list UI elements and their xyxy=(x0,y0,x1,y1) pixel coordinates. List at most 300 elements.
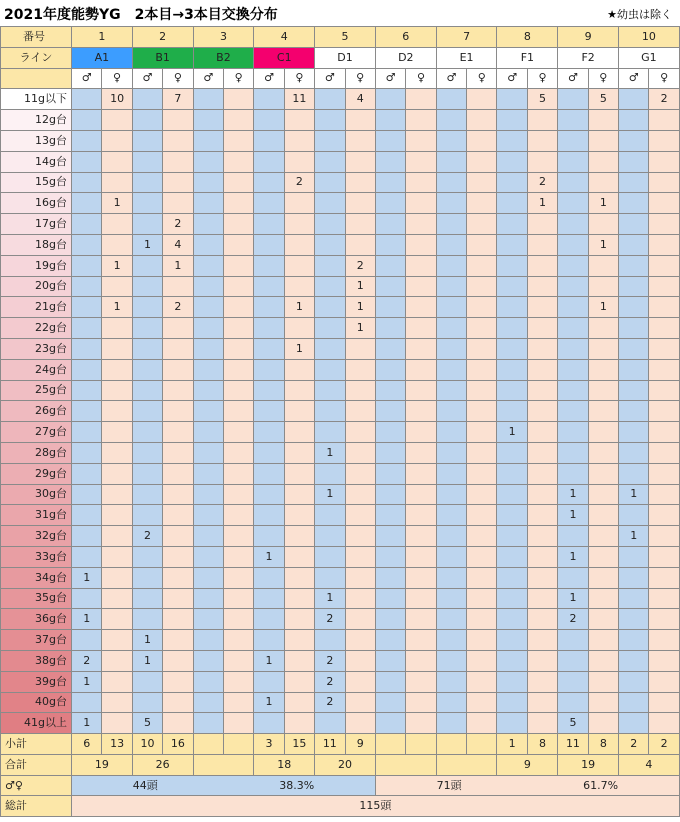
female-count-cell xyxy=(467,89,497,110)
female-count-cell xyxy=(345,193,375,214)
weight-label: 21g台 xyxy=(1,297,72,318)
male-count-cell xyxy=(375,401,405,422)
female-count-cell xyxy=(223,276,253,297)
male-count-cell xyxy=(132,318,162,339)
female-count-cell xyxy=(649,380,679,401)
female-count-cell xyxy=(223,110,253,131)
weight-label: 24g台 xyxy=(1,359,72,380)
female-count-cell xyxy=(649,234,679,255)
male-count-cell xyxy=(254,214,284,235)
male-count-cell xyxy=(193,401,223,422)
male-symbol: ♂ xyxy=(254,68,284,89)
female-count-cell xyxy=(223,172,253,193)
female-count-cell xyxy=(223,422,253,443)
male-count-cell xyxy=(497,546,527,567)
male-count-cell xyxy=(72,588,102,609)
male-count-cell xyxy=(375,89,405,110)
female-count-cell xyxy=(223,546,253,567)
subtotal-cell xyxy=(467,734,497,755)
female-percent: 61.7% xyxy=(583,778,619,792)
female-count-cell xyxy=(588,151,618,172)
female-count-cell xyxy=(527,276,557,297)
female-count-cell xyxy=(345,172,375,193)
male-count-cell xyxy=(193,692,223,713)
subtotal-cell: 9 xyxy=(345,734,375,755)
female-count-cell xyxy=(588,505,618,526)
female-count-cell xyxy=(467,650,497,671)
female-count-cell xyxy=(649,442,679,463)
male-count-cell xyxy=(254,484,284,505)
weight-label: 37g台 xyxy=(1,630,72,651)
weight-row xyxy=(1,650,680,671)
female-count-cell xyxy=(406,463,436,484)
male-count-cell xyxy=(315,380,345,401)
male-count-cell xyxy=(619,193,649,214)
male-count-cell xyxy=(497,110,527,131)
female-count-cell xyxy=(527,214,557,235)
female-count-cell xyxy=(284,422,314,443)
weight-row xyxy=(1,193,680,214)
female-count-cell xyxy=(649,338,679,359)
female-count-cell xyxy=(588,172,618,193)
female-count-cell xyxy=(406,609,436,630)
male-count-cell xyxy=(193,338,223,359)
male-count-cell xyxy=(436,546,466,567)
male-count-cell xyxy=(497,214,527,235)
weight-label: 16g台 xyxy=(1,193,72,214)
female-count-cell xyxy=(163,713,193,734)
female-count-cell xyxy=(102,442,132,463)
subtotal-cell xyxy=(406,734,436,755)
female-symbol: ♀ xyxy=(588,68,618,89)
male-count-cell xyxy=(254,671,284,692)
male-count-cell xyxy=(558,692,588,713)
male-count-cell xyxy=(436,89,466,110)
male-count-cell xyxy=(497,193,527,214)
male-count-cell: 1 xyxy=(72,713,102,734)
male-count-cell xyxy=(72,318,102,339)
male-count-cell xyxy=(619,463,649,484)
female-count-cell xyxy=(223,609,253,630)
number-header-cell: 10 xyxy=(619,27,680,48)
line-header-row xyxy=(1,47,680,68)
male-count-cell xyxy=(315,234,345,255)
female-count-cell xyxy=(406,484,436,505)
male-count-cell xyxy=(375,234,405,255)
male-count-cell xyxy=(375,567,405,588)
male-count-cell xyxy=(132,380,162,401)
male-count-cell xyxy=(436,359,466,380)
male-count-cell xyxy=(436,609,466,630)
female-count-cell xyxy=(467,567,497,588)
female-count-cell xyxy=(163,110,193,131)
male-count-cell xyxy=(375,380,405,401)
male-count-cell: 1 xyxy=(254,692,284,713)
weight-row xyxy=(1,609,680,630)
female-count-cell xyxy=(649,318,679,339)
female-count-cell xyxy=(223,214,253,235)
male-count-cell xyxy=(375,338,405,359)
male-count-cell: 1 xyxy=(72,567,102,588)
female-count-cell xyxy=(102,630,132,651)
male-count-cell xyxy=(558,172,588,193)
male-count-cell xyxy=(497,234,527,255)
female-count-cell xyxy=(345,422,375,443)
male-count-cell xyxy=(497,359,527,380)
number-header-cell: 2 xyxy=(132,27,193,48)
weight-row xyxy=(1,338,680,359)
male-count-cell xyxy=(558,526,588,547)
weight-label: 14g台 xyxy=(1,151,72,172)
female-count-cell xyxy=(467,588,497,609)
weight-label: 41g以上 xyxy=(1,713,72,734)
female-count-cell xyxy=(284,630,314,651)
male-count-cell: 1 xyxy=(132,650,162,671)
male-count-cell xyxy=(132,463,162,484)
male-count-cell xyxy=(72,255,102,276)
female-count-cell xyxy=(527,484,557,505)
female-count-cell xyxy=(345,692,375,713)
female-count-cell xyxy=(345,567,375,588)
female-count-cell xyxy=(649,255,679,276)
female-symbol: ♀ xyxy=(406,68,436,89)
male-count-cell xyxy=(375,193,405,214)
male-count-cell xyxy=(497,338,527,359)
female-count-cell xyxy=(345,484,375,505)
weight-row xyxy=(1,130,680,151)
male-count-cell xyxy=(497,650,527,671)
weight-row xyxy=(1,588,680,609)
male-count-cell xyxy=(375,255,405,276)
female-count-cell xyxy=(406,567,436,588)
female-count-cell xyxy=(527,526,557,547)
female-count-cell xyxy=(102,505,132,526)
female-count-cell xyxy=(649,567,679,588)
female-count-cell: 1 xyxy=(102,297,132,318)
male-count-cell xyxy=(619,234,649,255)
male-count-cell xyxy=(497,484,527,505)
weight-row xyxy=(1,546,680,567)
male-count-cell xyxy=(72,526,102,547)
female-count-cell xyxy=(649,546,679,567)
female-count-cell xyxy=(102,567,132,588)
sex-header-row xyxy=(1,68,680,89)
female-count-cell xyxy=(467,609,497,630)
female-count-cell xyxy=(467,505,497,526)
distribution-table xyxy=(0,26,680,817)
female-count-cell xyxy=(163,630,193,651)
male-count-cell xyxy=(132,193,162,214)
male-count-cell xyxy=(619,318,649,339)
line-header-cell: F1 xyxy=(497,47,558,68)
female-count-cell: 1 xyxy=(345,318,375,339)
female-count-cell xyxy=(406,130,436,151)
male-count-cell xyxy=(315,151,345,172)
female-count-cell xyxy=(588,671,618,692)
female-count-cell xyxy=(406,505,436,526)
female-ratio-cell xyxy=(375,775,679,796)
female-count-cell: 7 xyxy=(163,89,193,110)
male-count-cell xyxy=(132,609,162,630)
female-count-cell xyxy=(163,380,193,401)
male-count-cell xyxy=(193,276,223,297)
male-count-cell xyxy=(254,297,284,318)
female-count-cell xyxy=(527,380,557,401)
male-count-cell xyxy=(72,193,102,214)
male-count-cell xyxy=(193,172,223,193)
female-count-cell xyxy=(102,380,132,401)
female-symbol: ♀ xyxy=(649,68,679,89)
female-count-cell xyxy=(588,359,618,380)
female-count-cell xyxy=(588,338,618,359)
female-count-cell xyxy=(527,422,557,443)
male-count-cell xyxy=(375,463,405,484)
male-count-cell: 1 xyxy=(72,609,102,630)
male-count-cell xyxy=(558,422,588,443)
male-count-cell xyxy=(619,505,649,526)
female-count-cell xyxy=(527,588,557,609)
female-count-cell xyxy=(467,255,497,276)
male-count-cell xyxy=(72,297,102,318)
male-count: 44頭 xyxy=(132,778,158,792)
weight-row xyxy=(1,255,680,276)
male-count-cell xyxy=(193,214,223,235)
male-count-cell xyxy=(619,588,649,609)
weight-row xyxy=(1,692,680,713)
male-count-cell xyxy=(72,130,102,151)
female-count-cell xyxy=(284,567,314,588)
female-count-cell: 1 xyxy=(345,276,375,297)
male-count-cell xyxy=(315,567,345,588)
female-count-cell xyxy=(527,671,557,692)
male-count-cell xyxy=(558,130,588,151)
female-count-cell xyxy=(102,713,132,734)
female-count-cell xyxy=(649,609,679,630)
female-count-cell xyxy=(467,234,497,255)
female-count-cell xyxy=(102,151,132,172)
male-count-cell xyxy=(315,172,345,193)
male-count-cell xyxy=(375,609,405,630)
female-count-cell xyxy=(588,422,618,443)
female-count-cell xyxy=(649,484,679,505)
line-header-cell: A1 xyxy=(72,47,133,68)
male-count-cell xyxy=(254,505,284,526)
male-count-cell: 1 xyxy=(497,422,527,443)
male-count-cell xyxy=(497,588,527,609)
female-count-cell xyxy=(102,276,132,297)
male-count-cell xyxy=(497,401,527,422)
male-count-cell xyxy=(193,526,223,547)
female-count-cell: 2 xyxy=(345,255,375,276)
male-count-cell xyxy=(619,151,649,172)
female-count-cell xyxy=(163,463,193,484)
male-count-cell xyxy=(72,380,102,401)
male-count-cell xyxy=(497,255,527,276)
male-count-cell: 2 xyxy=(315,692,345,713)
female-count-cell xyxy=(102,463,132,484)
male-count-cell xyxy=(375,442,405,463)
female-count-cell xyxy=(102,338,132,359)
male-count-cell xyxy=(619,567,649,588)
female-count-cell xyxy=(223,463,253,484)
female-count-cell xyxy=(284,505,314,526)
subtotal-cell xyxy=(436,734,466,755)
male-count-cell: 1 xyxy=(558,484,588,505)
male-count-cell xyxy=(315,505,345,526)
male-count-cell xyxy=(436,692,466,713)
female-count-cell xyxy=(284,526,314,547)
line-header-cell: B1 xyxy=(132,47,193,68)
page-title: 2021年度能勢YG 2本目→3本目交換分布 xyxy=(4,7,278,23)
male-count-cell xyxy=(193,193,223,214)
male-symbol: ♂ xyxy=(619,68,649,89)
male-count-cell xyxy=(619,671,649,692)
male-count-cell xyxy=(132,546,162,567)
ratio-label: ♂♀ xyxy=(1,775,72,796)
female-count-cell xyxy=(163,546,193,567)
weight-label: 26g台 xyxy=(1,401,72,422)
female-count-cell xyxy=(223,89,253,110)
female-count-cell xyxy=(345,110,375,131)
female-symbol: ♀ xyxy=(467,68,497,89)
female-count-cell xyxy=(406,692,436,713)
male-count-cell xyxy=(375,297,405,318)
female-count-cell xyxy=(102,484,132,505)
female-count-cell xyxy=(284,401,314,422)
male-count-cell xyxy=(254,110,284,131)
male-count-cell xyxy=(619,172,649,193)
female-count-cell xyxy=(223,713,253,734)
male-count-cell xyxy=(375,214,405,235)
male-count-cell xyxy=(558,463,588,484)
male-count-cell xyxy=(497,630,527,651)
female-count-cell xyxy=(406,214,436,235)
female-count-cell: 1 xyxy=(102,193,132,214)
male-count-cell xyxy=(254,359,284,380)
female-count-cell xyxy=(649,359,679,380)
male-count-cell xyxy=(619,130,649,151)
male-count-cell xyxy=(72,110,102,131)
weight-label: 25g台 xyxy=(1,380,72,401)
grand-total-cell: 115頭 xyxy=(72,796,680,817)
female-count-cell xyxy=(588,650,618,671)
female-symbol: ♀ xyxy=(345,68,375,89)
female-count-cell xyxy=(527,713,557,734)
male-percent: 38.3% xyxy=(279,778,315,792)
female-count-cell xyxy=(163,151,193,172)
line-header-cell: B2 xyxy=(193,47,254,68)
male-count-cell xyxy=(497,442,527,463)
sex-header-blank xyxy=(1,68,72,89)
female-count-cell xyxy=(163,172,193,193)
male-count-cell xyxy=(72,338,102,359)
female-count-cell xyxy=(467,692,497,713)
weight-label: 12g台 xyxy=(1,110,72,131)
male-count-cell xyxy=(315,214,345,235)
weight-row xyxy=(1,276,680,297)
male-count-cell xyxy=(193,609,223,630)
male-count-cell xyxy=(619,609,649,630)
female-count-cell xyxy=(527,567,557,588)
female-count-cell xyxy=(527,297,557,318)
female-count-cell xyxy=(406,318,436,339)
weight-label: 35g台 xyxy=(1,588,72,609)
male-count-cell xyxy=(375,110,405,131)
female-count-cell xyxy=(102,318,132,339)
male-count-cell xyxy=(193,110,223,131)
male-count-cell: 1 xyxy=(254,546,284,567)
female-count-cell xyxy=(588,546,618,567)
male-count-cell xyxy=(497,297,527,318)
female-count-cell xyxy=(345,526,375,547)
female-count-cell xyxy=(588,380,618,401)
male-count-cell xyxy=(315,630,345,651)
female-symbol: ♀ xyxy=(223,68,253,89)
male-count-cell xyxy=(619,214,649,235)
female-count-cell xyxy=(588,401,618,422)
female-count-cell xyxy=(284,546,314,567)
female-count-cell xyxy=(345,671,375,692)
female-count-cell xyxy=(102,214,132,235)
weight-label: 18g台 xyxy=(1,234,72,255)
weight-label: 32g台 xyxy=(1,526,72,547)
male-count-cell xyxy=(193,130,223,151)
female-count-cell: 4 xyxy=(163,234,193,255)
male-count-cell xyxy=(436,110,466,131)
male-count-cell xyxy=(193,567,223,588)
male-count-cell xyxy=(558,630,588,651)
female-count-cell xyxy=(467,359,497,380)
female-count: 71頭 xyxy=(436,778,462,792)
female-count-cell xyxy=(467,130,497,151)
female-count-cell xyxy=(102,609,132,630)
female-count-cell xyxy=(102,422,132,443)
female-count-cell xyxy=(163,359,193,380)
number-label: 番号 xyxy=(1,27,72,48)
female-count-cell xyxy=(163,276,193,297)
male-count-cell xyxy=(315,297,345,318)
female-count-cell xyxy=(406,713,436,734)
male-count-cell xyxy=(193,255,223,276)
female-count-cell xyxy=(406,110,436,131)
weight-label: 23g台 xyxy=(1,338,72,359)
male-count-cell xyxy=(497,89,527,110)
line-header-cell: E1 xyxy=(436,47,497,68)
female-count-cell xyxy=(345,713,375,734)
male-count-cell xyxy=(497,172,527,193)
subtotal-cell: 8 xyxy=(588,734,618,755)
male-count-cell xyxy=(436,130,466,151)
female-count-cell: 1 xyxy=(163,255,193,276)
number-header-cell: 6 xyxy=(375,27,436,48)
male-count-cell xyxy=(558,110,588,131)
female-count-cell xyxy=(163,401,193,422)
male-count-cell xyxy=(436,630,466,651)
female-count-cell xyxy=(527,130,557,151)
female-count-cell xyxy=(284,234,314,255)
female-count-cell xyxy=(345,650,375,671)
male-count-cell xyxy=(193,234,223,255)
male-count-cell xyxy=(558,234,588,255)
weight-label: 13g台 xyxy=(1,130,72,151)
female-count-cell xyxy=(527,609,557,630)
male-count-cell xyxy=(72,692,102,713)
male-count-cell xyxy=(497,609,527,630)
female-count-cell xyxy=(588,463,618,484)
female-count-cell xyxy=(345,359,375,380)
female-count-cell xyxy=(588,276,618,297)
female-count-cell xyxy=(406,297,436,318)
